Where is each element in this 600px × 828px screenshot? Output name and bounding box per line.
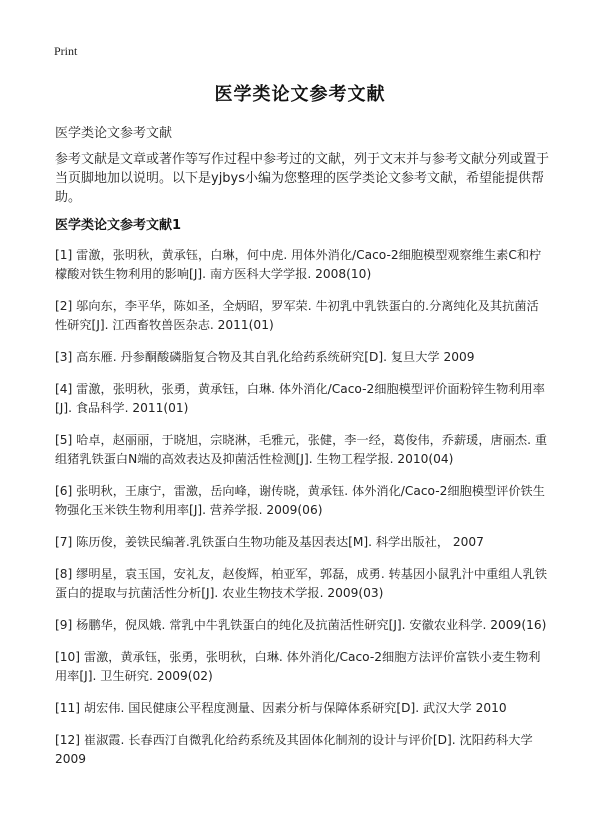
reference-item: [11] 胡宏伟. 国民健康公平程度测量、因素分析与保障体系研究[D]. 武汉大学 2010 [55,701,507,715]
reference-item: [6] 张明秋，王康宁，雷激，岳向峰，谢传晓，黄承钰. 体外消化/Caco-2细胞模型评价铁生物强化玉米铁生物利用率[J]. 营养学报. 2009(06) [55,484,545,517]
reference-item: [9] 杨鹏华，倪凤娥. 常乳中牛乳铁蛋白的纯化及抗菌活性研究[J]. 安徽农业科学. 2009(16) [55,618,547,632]
reference-item: [8] 缪明星，袁玉国，安礼友，赵俊辉，柏亚军，郭磊，成勇. 转基因小鼠乳汁中重组人乳铁蛋白的提取与抗菌活性分析[J]. 农业生物技术学报. 2009(03) [55,567,548,600]
page-subtitle: 医学类论文参考文献 [55,126,173,141]
reference-list [55,246,550,782]
reference-item: [3] 高东雁. 丹参酮酸磷脂复合物及其自乳化给药系统研究[D]. 复旦大学 2009 [55,350,475,364]
page-title: 医学类论文参考文献 [214,84,386,105]
print-link[interactable]: Print [54,44,78,58]
reference-item: [5] 哈卓，赵丽丽，于晓旭，宗晓淋，毛雅元，张健，李一经，葛俊伟，乔薪瑗，唐丽杰. 重组猪乳铁蛋白N端的高效表达及抑菌活性检测[J]. 生物工程学报. 2010(04) [55,433,548,466]
reference-item: [12] 崔淑霞. 长春西汀自微乳化给药系统及其固体化制剂的设计与评价[D]. 沈阳药科大学 2009 [55,733,533,766]
reference-item: [7] 陈历俊，姜铁民编著.乳铁蛋白生物功能及基因表达[M]. 科学出版社， 2007 [55,535,484,549]
reference-item: [1] 雷激，张明秋，黄承钰，白琳，何中虎. 用体外消化/Caco-2细胞模型观察维生素C和柠檬酸对铁生物利用的影响[J]. 南方医科大学学报. 2008(10) [55,248,542,281]
reference-item: [4] 雷激，张明秋，张勇，黄承钰，白琳. 体外消化/Caco-2细胞模型评价面粉锌生物利用率[J]. 食品科学. 2011(01) [55,382,545,415]
intro-paragraph: 参考文献是文章或著作等写作过程中参考过的文献，列于文末并与参考文献分列或置于当页脚地加以说明。以下是yjbys小编为您整理的医学类论文参考文献，希望能提供帮助。 [55,152,550,205]
reference-item: [2] 邬向东，李平华，陈如圣，全炳昭，罗军荣. 牛初乳中乳铁蛋白的.分离纯化及其抗菌活性研究[J]. 江西畜牧兽医杂志. 2011(01) [55,299,539,332]
section-heading: 医学类论文参考文献1 [55,218,182,233]
reference-item: [10] 雷激，黄承钰，张勇，张明秋，白琳. 体外消化/Caco-2细胞方法评价富铁小麦生物利用率[J]. 卫生研究. 2009(02) [55,650,541,683]
